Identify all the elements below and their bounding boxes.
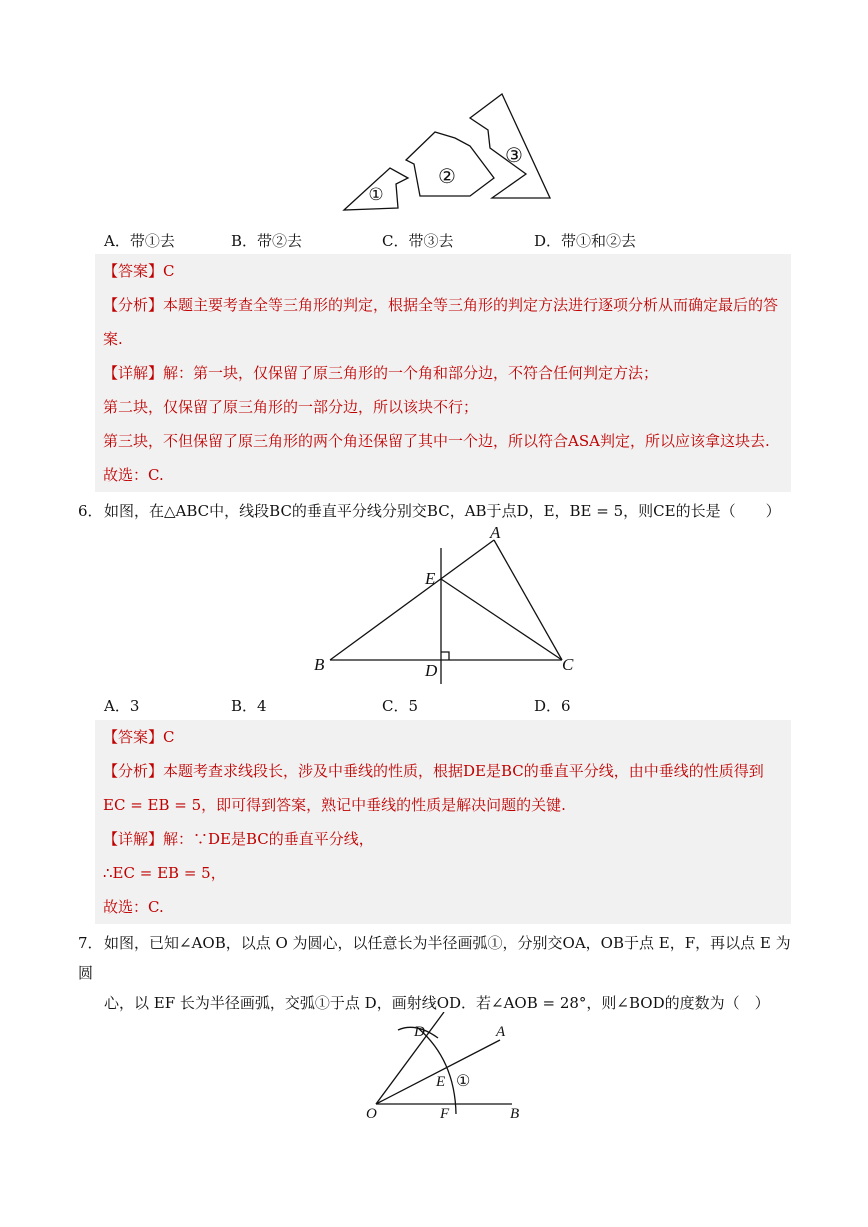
arc-1 (418, 1028, 456, 1114)
q7-angle-svg (360, 1012, 540, 1124)
q5-option-c: C．带③去 (382, 232, 454, 250)
point-D-label: D (425, 661, 438, 680)
q6-figure (310, 526, 580, 686)
segment-AC (494, 540, 562, 660)
q7-stem (78, 928, 793, 1018)
q5-answer: 【答案】C (103, 262, 175, 280)
q6-detail-line-3: 故选：C. (103, 898, 164, 916)
q5-analysis-line-2: 案. (103, 330, 123, 348)
q7-stem-line-1 (78, 928, 793, 988)
segment-AB (330, 540, 494, 660)
q7-figure (360, 1012, 540, 1124)
point-C-label: C (562, 655, 574, 674)
q5-option-d: D．带①和②去 (534, 232, 637, 250)
q7-stem-line-2: 心，以 EF 长为半径画弧，交弧①于点 D，画射线OD．若∠AOB = 28°，则∠BOD的度数为（ ） (104, 994, 770, 1012)
q5-detail-line-1: 【详解】解：第一块，仅保留了原三角形的一个角和部分边，不符合任何判定方法； (103, 364, 659, 382)
point-D-label: D (414, 1024, 425, 1040)
q6-option-c: C．5 (382, 697, 419, 715)
q5-answer-box (95, 254, 791, 492)
point-A-label: A (496, 1024, 506, 1040)
point-O-label: O (366, 1106, 377, 1122)
q5-detail-line-2: 第二块，仅保留了原三角形的一部分边，所以该块不行； (103, 398, 479, 416)
q6-analysis-line-1: 【分析】本题考查求线段长，涉及中垂线的性质，根据DE是BC的垂直平分线，由中垂线的性质得到 (103, 762, 764, 780)
piece-2-label: ② (438, 166, 456, 188)
q5-detail-line-4: 故选：C. (103, 466, 164, 484)
piece-1-label: ① (368, 185, 384, 204)
q6-answer-box (95, 720, 791, 924)
q5-detail-line-3: 第三块，不但保留了原三角形的两个角还保留了其中一个边，所以符合ASA判定，所以应该拿这块去. (103, 432, 770, 450)
q6-stem-text: 如图，在△ABC中，线段BC的垂直平分线分别交BC，AB于点D，E，BE = 5，则CE的长是（ ） (104, 502, 781, 520)
q7-stem-text-1: 如图，已知∠AOB，以点 O 为圆心，以任意长为半径画弧①，分别交OA，OB于点 E，F，再以点 E 为圆 (78, 934, 791, 982)
q6-detail-line-1: 【详解】解：∵DE是BC的垂直平分线， (103, 830, 374, 848)
q7-number: 7． (78, 934, 103, 952)
q6-option-a: A．3 (104, 697, 140, 715)
arc-1-label: ① (456, 1073, 471, 1090)
piece-3-label: ③ (505, 145, 523, 167)
q6-detail-line-2: ∴EC = EB = 5， (103, 864, 226, 882)
q5-pieces-svg (330, 88, 560, 216)
point-A-label: A (490, 526, 501, 542)
q5-figure (330, 88, 560, 216)
point-B-label: B (510, 1106, 520, 1122)
q6-analysis-line-2: EC = EB = 5，即可得到答案，熟记中垂线的性质是解决问题的关键. (103, 796, 566, 814)
point-E-label: E (425, 569, 436, 588)
q5-option-a: A．带①去 (104, 232, 175, 250)
q6-option-b: B．4 (231, 697, 267, 715)
point-B-label: B (314, 655, 325, 674)
segment-EC (441, 579, 562, 660)
q6-number: 6． (78, 502, 103, 520)
right-angle-mark (441, 652, 449, 660)
q6-answer: 【答案】C (103, 728, 175, 746)
point-F-label: F (440, 1106, 450, 1122)
q5-option-b: B．带②去 (231, 232, 303, 250)
q6-stem (78, 496, 793, 526)
q6-option-d: D．6 (534, 697, 571, 715)
q6-triangle-svg (310, 526, 580, 686)
ray-OD (376, 1012, 444, 1104)
q5-analysis-line-1: 【分析】本题主要考查全等三角形的判定，根据全等三角形的判定方法进行逐项分析从而确定最后的答 (103, 296, 779, 314)
point-E-label: E (436, 1074, 446, 1090)
